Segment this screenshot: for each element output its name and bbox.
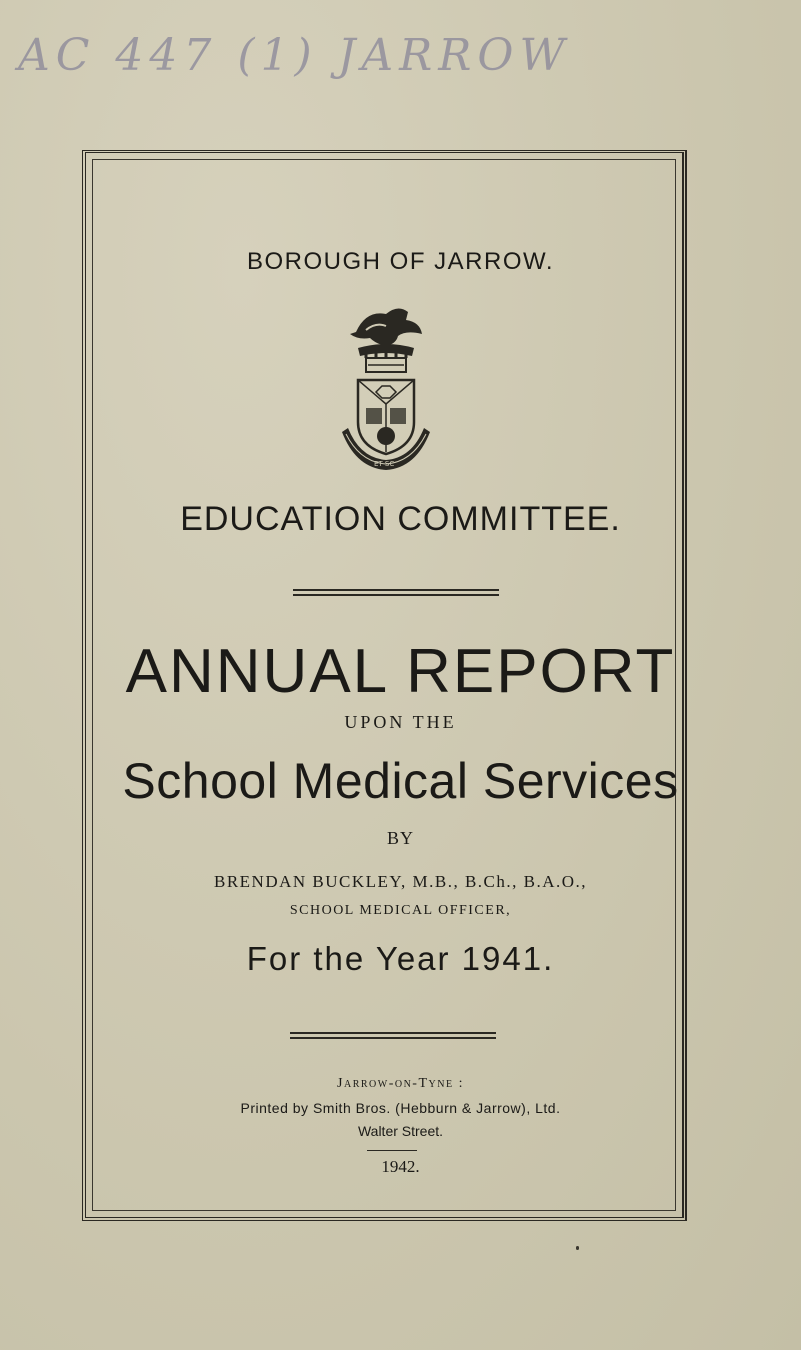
crest-motto: ET SC	[374, 460, 395, 468]
borough-crest-icon	[336, 300, 434, 476]
borough-heading: BOROUGH OF JARROW.	[246, 248, 554, 275]
paper-speck	[576, 1246, 579, 1250]
printer-line: Printed by Smith Bros. (Hebburn & Jarrow), Ltd.	[240, 1100, 561, 1116]
divider-rule-bottom	[290, 1032, 496, 1039]
divider-rule-top	[293, 589, 499, 596]
short-divider	[367, 1150, 417, 1151]
printer-street: Walter Street.	[357, 1123, 444, 1139]
author-role: SCHOOL MEDICAL OFFICER,	[289, 903, 512, 918]
report-title: ANNUAL REPORT	[125, 637, 676, 706]
handwritten-annotation	[8, 12, 768, 102]
author-name: BRENDAN BUCKLEY, M.B., B.Ch., B.A.O.,	[213, 872, 588, 891]
handwritten-note: AC 447 (1) JARROW	[18, 30, 571, 81]
publication-place: Jarrow-on-Tyne :	[337, 1076, 464, 1091]
upon-line: UPON THE	[344, 712, 457, 732]
by-line: BY	[386, 828, 414, 848]
report-subject: School Medical Services	[122, 753, 679, 809]
report-year: For the Year 1941.	[246, 940, 555, 977]
publication-year: 1942.	[381, 1157, 420, 1176]
committee-heading: EDUCATION COMMITTEE.	[180, 500, 621, 538]
